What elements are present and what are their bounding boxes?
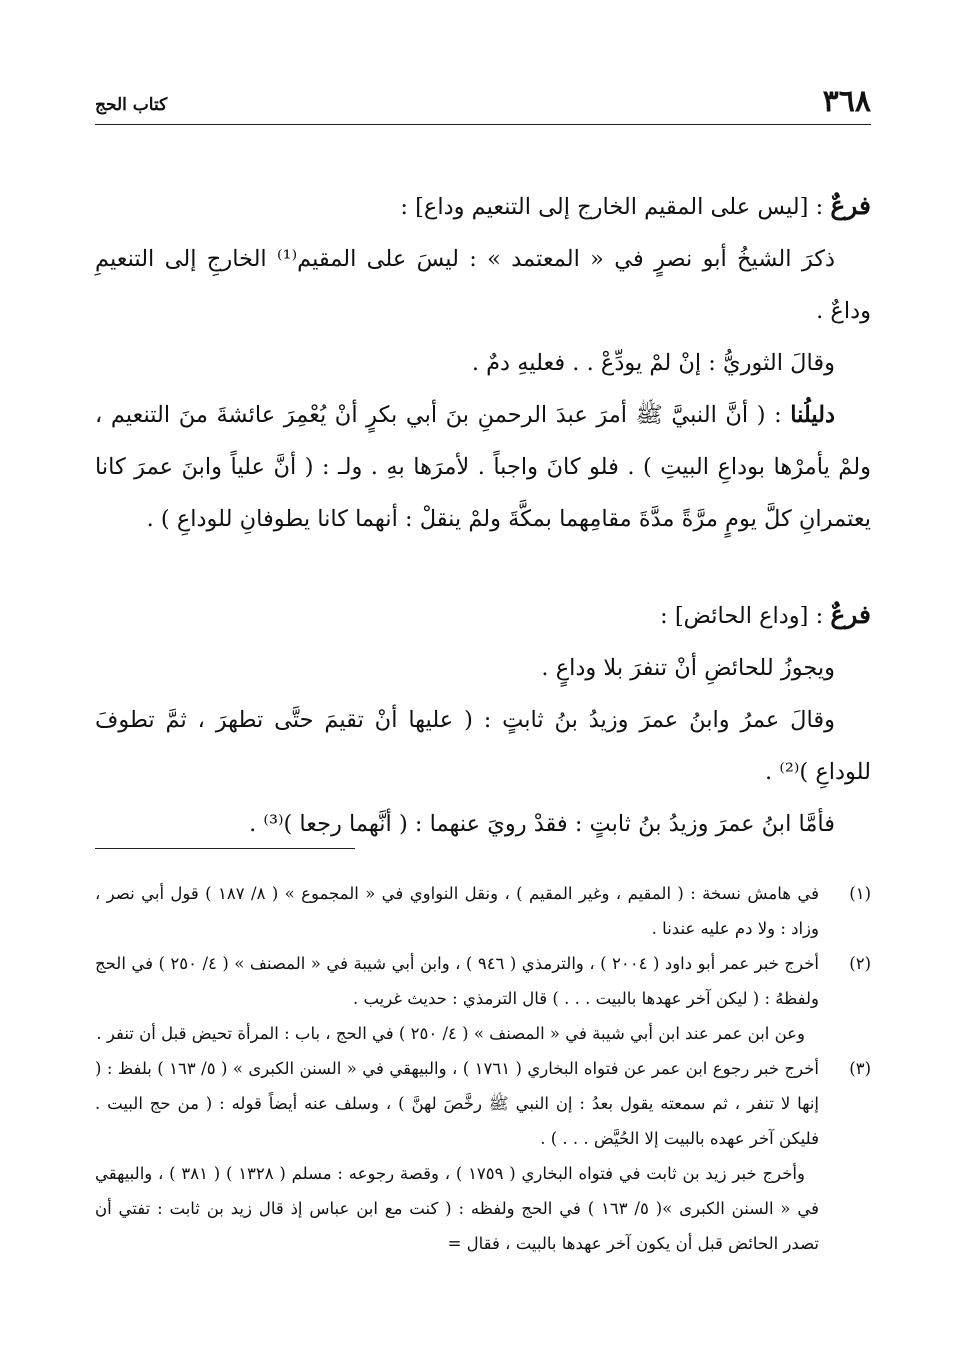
footnote	[95, 1051, 871, 1261]
footnote-text: في هامش نسخة : ( المقيم ، وغير المقيم ) ، ونقل النواوي في « المجموع » ( ٨/ ١٨٧ ) قول أبي نصر ، وزاد : ولا دم عليه عندنا .	[95, 884, 819, 938]
footnote-body	[95, 946, 819, 1051]
section-heading	[95, 180, 871, 233]
running-title: كتاب الحج	[95, 95, 168, 115]
paragraph-text: : ( أنَّ النبيَّ ﷺ أمرَ عبدَ الرحمنِ بنَ أبي بكرٍ أنْ يُعْمِرَ عائشةَ منَ التنعيم ، ولمْ يأمرْها بوداعِ البيتِ ) . فلو كانَ واجباً . لأمرَها بهِ . ولـ : ( أنَّ علياً وابنَ عمرَ كانا يعتمرانِ كلَّ يومٍ مرَّةً مدَّةَ مقامِهما بمكَّةَ ولمْ ينقلْ : أنهما كانا يطوفانِ للوداعِ ) .	[95, 402, 871, 532]
paragraph: وقالَ الثوريُّ : إنْ لمْ يودِّعْ . . فعليهِ دمٌ .	[471, 350, 835, 376]
footnote-body	[95, 876, 819, 946]
page-header	[95, 82, 871, 125]
paragraph: فأمَّا ابنُ عمرَ وزيدُ بنُ ثابتٍ : فقدْ رويَ عنهما : ( أنَّهما رجعا )⁽³⁾ .	[249, 811, 835, 837]
paragraph: ذكرَ الشيخُ أبو نصرٍ في « المعتمد » : ليسَ على المقيم⁽¹⁾ الخارجِ إلى التنعيمِ وداعٌ .	[95, 246, 871, 324]
paragraph	[95, 389, 871, 545]
footnotes	[95, 876, 871, 1261]
footnote-number: (٢)	[849, 954, 871, 973]
footnote	[95, 946, 871, 1051]
footnote-text: أخرج خبر رجوع ابن عمر عن فتواه البخاري ( ١٧٦١ ) ، والبيهقي في « السنن الكبرى » ( ٥/ ١٦٣ ) بلفظ : ( إنها لا تنفر ، ثم سمعته يقول بعدُ : إن النبي ﷺ رخَّصَ لهنَّ ) ، وسلف عنه أيضاً قوله : ( من حج البيت . فليكن آخر عهده بالبيت إلا الحُيَّض . . . ) .	[95, 1059, 819, 1148]
paragraph: وقالَ عمرُ وابنُ عمرَ وزيدُ بنُ ثابتٍ : ( عليها أنْ تقيمَ حتَّى تطهرَ ، ثمَّ تطوفَ للوداعِ )⁽²⁾ .	[95, 707, 871, 785]
footnote-separator	[95, 848, 355, 849]
paragraph-lead-word: دليلُنا	[790, 402, 835, 428]
footnote-text: وأخرج خبر زيد بن ثابت في فتواه البخاري ( ١٧٥٩ ) ، وقصة رجوعه : مسلم ( ١٣٢٨ ) ( ٣٨١ ) ، والبيهقي في « السنن الكبرى »( ٥/ ١٦٣ ) في الحج ولفظه : ( كنت مع ابن عباس إذ قال زيد بن ثابت : تفتي أن تصدر الحائض قبل أن يكون آخر عهدها بالبيت ، فقال =	[95, 1164, 819, 1253]
footnote-text: أخرج خبر عمر أبو داود ( ٢٠٠٤ ) ، والترمذي ( ٩٤٦ ) ، وابن أبي شيبة في « المصنف » ( ٤/ ٢٥٠ ) في الحج ولفظهُ : ( ليكن آخر عهدها بالبيت . . . ) قال الترمذي : حديث غريب .	[95, 954, 819, 1008]
footnote-body	[95, 1051, 819, 1261]
footnote	[95, 876, 871, 946]
main-text	[95, 180, 871, 850]
section-heading-label: فرعٌ	[830, 600, 871, 629]
section-heading-label: فرعٌ	[830, 191, 871, 220]
section-heading-title: : [ليس على المقيم الخارج إلى التنعيم وداع] :	[400, 194, 831, 220]
paragraph: ويجوزُ للحائضِ أنْ تنفرَ بلا وداعٍ .	[541, 655, 835, 681]
section-heading-title: : [وداع الحائض] :	[660, 603, 831, 629]
page-number: ٣٦٨	[822, 84, 871, 119]
section-heading	[95, 589, 871, 642]
footnote-number: (١)	[849, 884, 871, 903]
footnote-text: وعن ابن عمر عند ابن أبي شيبة في « المصنف » ( ٤/ ٢٥٠ ) في الحج ، باب : المرأة تحيض قبل أن تنفر .	[96, 1024, 805, 1043]
section-gap	[95, 545, 871, 589]
footnote-number: (٣)	[849, 1059, 871, 1078]
